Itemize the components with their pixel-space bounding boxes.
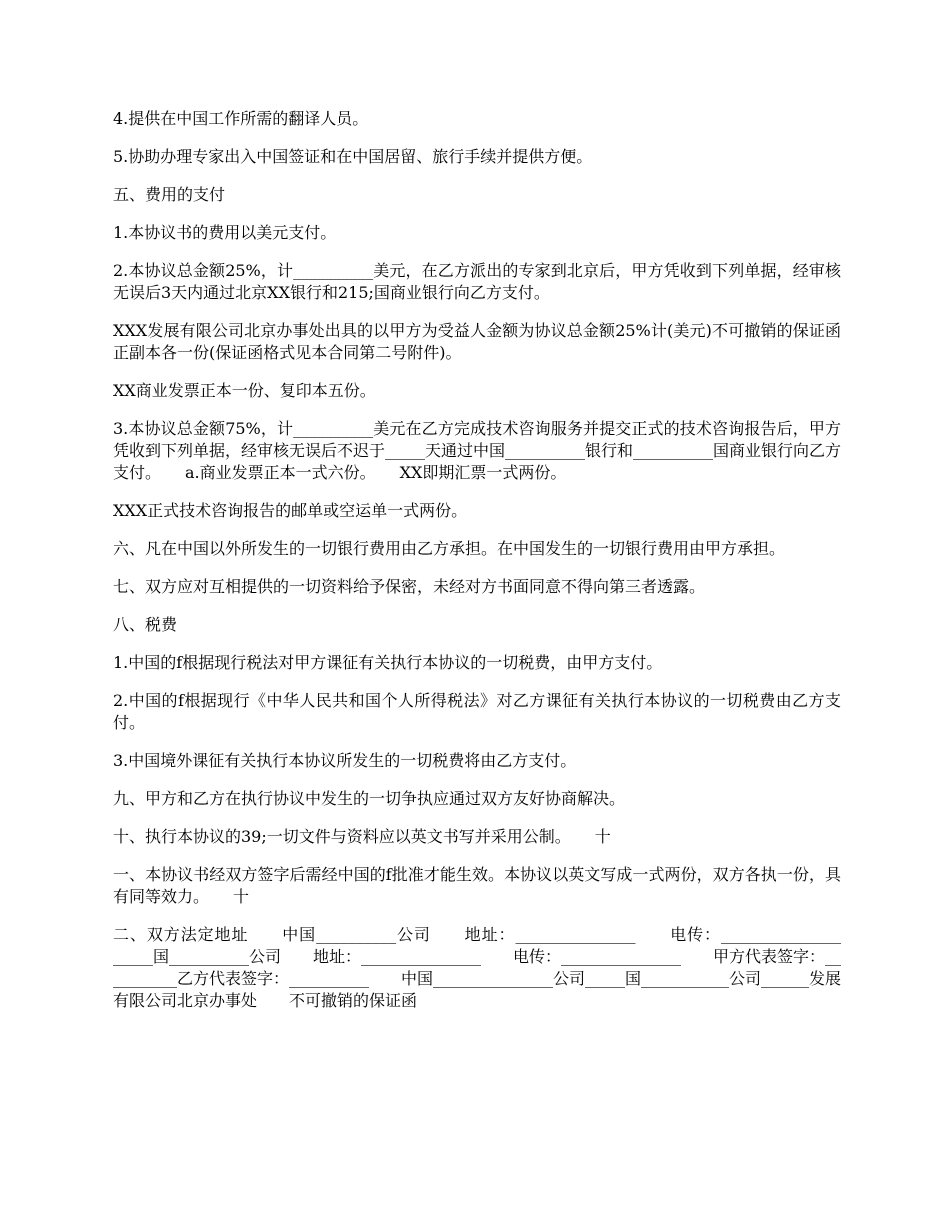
section-effectiveness: 一、本协议书经双方签字后需经中国的f批准才能生效。本协议以英文写成一式两份，双方各执一份，具有同等效力。 十 (113, 865, 841, 906)
section-disputes: 九、甲方和乙方在执行协议中发生的一切争执应通过双方友好协商解决。 (113, 789, 626, 808)
section-confidentiality: 七、双方应对互相提供的一切资料给予保密，未经对方书面同意不得向第三者透露。 (113, 577, 706, 596)
paragraph-5: XXX发展有限公司北京办事处出具的以甲方为受益人金额为协议总金额25%计(美元)不可撤销的保证函正副本各一份(保证函格式见本合同第二号附件)。 (113, 321, 841, 362)
paragraph-10: 2.中国的f根据现行《中华人民共和国个人所得税法》对乙方课征有关执行本协议的一切税费由乙方支付。 (113, 691, 841, 732)
paragraph-9: 1.中国的f根据现行税法对甲方课征有关执行本协议的一切税费，由甲方支付。 (113, 653, 663, 672)
document-body (113, 108, 874, 1028)
section-heading-taxes: 八、税费 (113, 615, 178, 634)
paragraph-4: 2.本协议总金额25%，计__________美元，在乙方派出的专家到北京后，甲方凭收到下列单据，经审核无误后3天内通过北京XX银行和215;国商业银行向乙方支付。 (113, 261, 841, 302)
section-language: 十、执行本协议的39;一切文件与资料应以英文书写并采用公制。 十 (113, 827, 611, 846)
paragraph-2: 5.协助办理专家出入中国签证和在中国居留、旅行手续并提供方便。 (113, 147, 593, 166)
paragraph-7: 3.本协议总金额75%，计__________美元在乙方完成技术咨询服务并提交正式的技术咨询报告后，甲方凭收到下列单据，经审核无误后不迟于_____天通过中国__________银行和__________国商业银行向乙方支付。 a.商业发票正本一式六份。 XX即期汇票一式两份。 (113, 419, 842, 482)
section-bank-fees: 六、凡在中国以外所发生的一切银行费用由乙方承担。在中国发生的一切银行费用由甲方承担。 (113, 539, 786, 558)
paragraph-8: XXX正式技术咨询报告的邮单或空运单一式两份。 (113, 501, 468, 520)
section-heading-payment: 五、费用的支付 (113, 185, 226, 204)
paragraph-1: 4.提供在中国工作所需的翻译人员。 (113, 109, 369, 128)
paragraph-3: 1.本协议书的费用以美元支付。 (113, 223, 337, 242)
section-addresses: 二、双方法定地址 中国__________公司 地址：_______________ 电传：_______________ _____国__________公司 地址：_______________ 电传：_______________ 甲方代表签字：__________乙方代表签字：__________ 中国_______________公司_____国___________公司______发展有限公司北京办事处 不可撤销的保证函 (113, 925, 874, 1010)
paragraph-11: 3.中国境外课征有关执行本协议所发生的一切税费将由乙方支付。 (113, 751, 577, 770)
paragraph-6: XX商业发票正本一份、复印本五份。 (113, 381, 376, 400)
